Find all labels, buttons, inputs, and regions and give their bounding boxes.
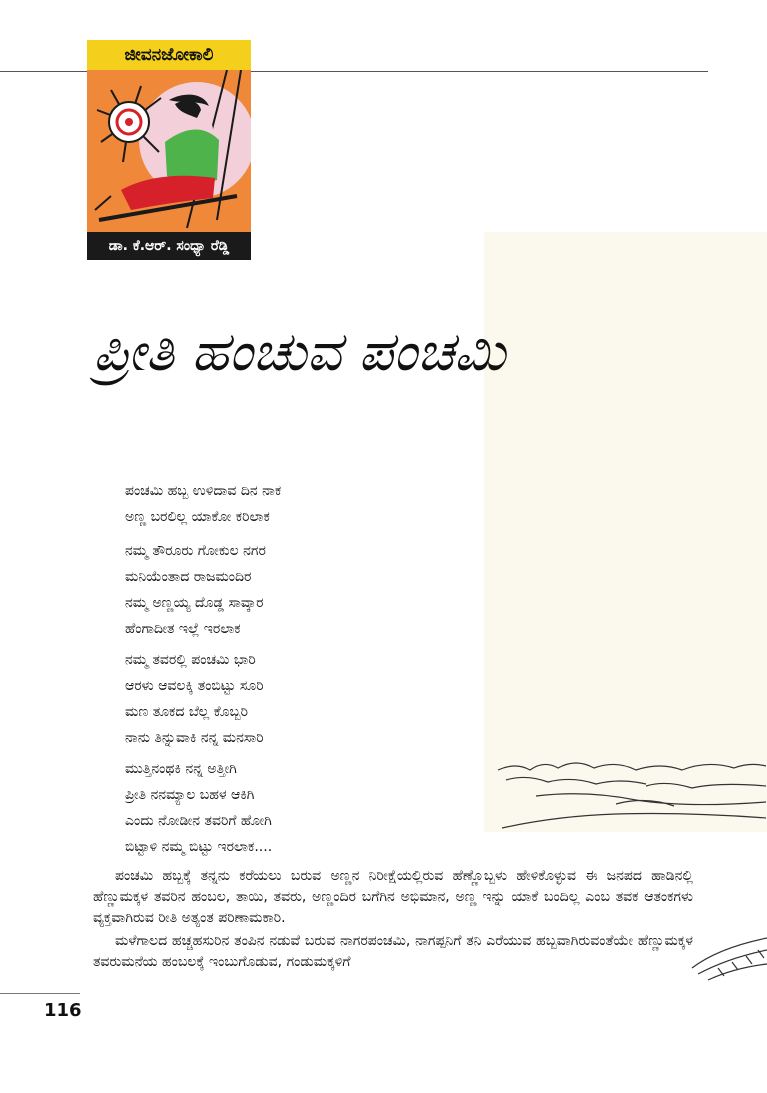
poem-line: ಮುತ್ತಿನಂಥಕಿ ನನ್ನ ಅತ್ತೀಗಿ <box>125 761 237 777</box>
poem-line: ನಮ್ಮ ತೌರೂರು ಗೋಕುಲ ನಗರ <box>125 543 266 559</box>
poem-line: ಮಣ ತೂಕದ ಬೆಲ್ಲ ಕೊಬ್ಬರಿ <box>125 704 248 720</box>
poem-line: ನಮ್ಮ ತವರಲ್ಲಿ ಪಂಚಮಿ ಭಾರಿ <box>125 652 256 668</box>
poem-stanza <box>125 478 281 530</box>
footer-rule <box>0 993 80 994</box>
column-author: ಡಾ. ಕೆ.ಆರ್. ಸಂಧ್ಯಾ ರೆಡ್ಡಿ <box>87 232 251 260</box>
column-name: ಜೀವನಜೋಕಾಲಿ <box>87 40 251 70</box>
landscape-sketch <box>496 756 767 836</box>
poem-line: ಮನಿಯೆಂತಾದ ರಾಜಮಂದಿರ <box>125 569 252 585</box>
poem-stanza <box>125 756 272 860</box>
swing-girl-illustration <box>87 70 251 230</box>
poem-line: ಬಿಟ್ಟಾಳಿ ನಮ್ಮ ಬಿಟ್ಟು ಇರಲಾಕ.... <box>125 839 273 855</box>
body-paragraph: ಮಳೆಗಾಲದ ಹಚ್ಚಹಸುರಿನ ತಂಪಿನ ನಡುವೆ ಬರುವ ನಾಗರಪಂಚಮಿ, ನಾಗಪ್ಪನಿಗೆ ತನಿ ಎರೆಯುವ ಹಬ್ಬವಾಗಿರುವಂತೆಯೇ ಹೆಣ್ಣುಮಕ್ಕಳ ತವರುಮನೆಯ ಹಂಬಲಕ್ಕೆ ಇಂಬುಗೊಡುವ, ಗಂಡುಮಕ್ಕಳಿಗೆ <box>93 933 693 970</box>
poem-line: ಪ್ರೀತಿ ನನಮ್ಯಾಲ ಬಹಳ ಆಕಿಗಿ <box>125 787 255 803</box>
body-paragraph: ಪಂಚಮಿ ಹಬ್ಬಕ್ಕೆ ತನ್ನನು ಕರೆಯಲು ಬರುವ ಅಣ್ಣನ ನಿರೀಕ್ಷೆಯಲ್ಲಿರುವ ಹೆಣ್ಣೊಬ್ಬಳು ಹೇಳಿಕೊಳ್ಳುವ ಈ ಜನಪದ ಹಾಡಿನಲ್ಲಿ ಹೆಣ್ಣುಮಕ್ಕಳ ತವರಿನ ಹಂಬಲ, ತಾಯಿ, ತವರು, ಅಣ್ಣಂದಿರ ಬಗೆಗಿನ ಅಭಿಮಾನ, ಅಣ್ಣ ಇನ್ನು ಯಾಕೆ ಬಂದಿಲ್ಲ ಎಂಬ ತವಕ ಆತಂಕಗಳು ವ್ಯಕ್ತವಾಗಿರುವ ರೀತಿ ಅತ್ಯಂತ ಪರಿಣಾಮಕಾರಿ. <box>93 868 693 926</box>
corner-sketch <box>688 928 767 988</box>
background-panel <box>484 232 767 832</box>
page-number: 116 <box>44 1000 82 1021</box>
article-body <box>93 866 693 973</box>
poem-line: ಪಂಚಮಿ ಹಬ್ಬ ಉಳಿದಾವ ದಿನ ನಾಕ <box>125 483 282 499</box>
article-title: ಪ್ರೀತಿ ಹಂಚುವ ಪಂಚಮಿ <box>93 320 506 383</box>
column-badge <box>87 40 251 260</box>
poem-line: ಆರಳು ಆವಲಕ್ಕಿ ತಂಬಿಟ್ಟು ಸೂರಿ <box>125 678 264 694</box>
poem-stanza <box>125 647 264 751</box>
poem-stanza <box>125 538 266 642</box>
poem-line: ನಮ್ಮ ಅಣ್ಣಯ್ಯ ದೊಡ್ಡ ಸಾವ್ಕಾರ <box>125 595 264 611</box>
poem-line: ಎಂದು ನೋಡೀನ ತವರಿಗೆ ಹೋಗಿ <box>125 813 272 829</box>
poem-line: ಅಣ್ಣ ಬರಲಿಲ್ಲ ಯಾಕೋ ಕರಿಲಾಕ <box>125 509 270 525</box>
poem-line: ನಾನು ತಿನ್ನುವಾಕಿ ನನ್ನ ಮನಸಾರಿ <box>125 730 264 746</box>
poem-line: ಹೆಂಗಾದೀತ ಇಲ್ಲೆ ಇರಲಾಕ <box>125 621 241 637</box>
